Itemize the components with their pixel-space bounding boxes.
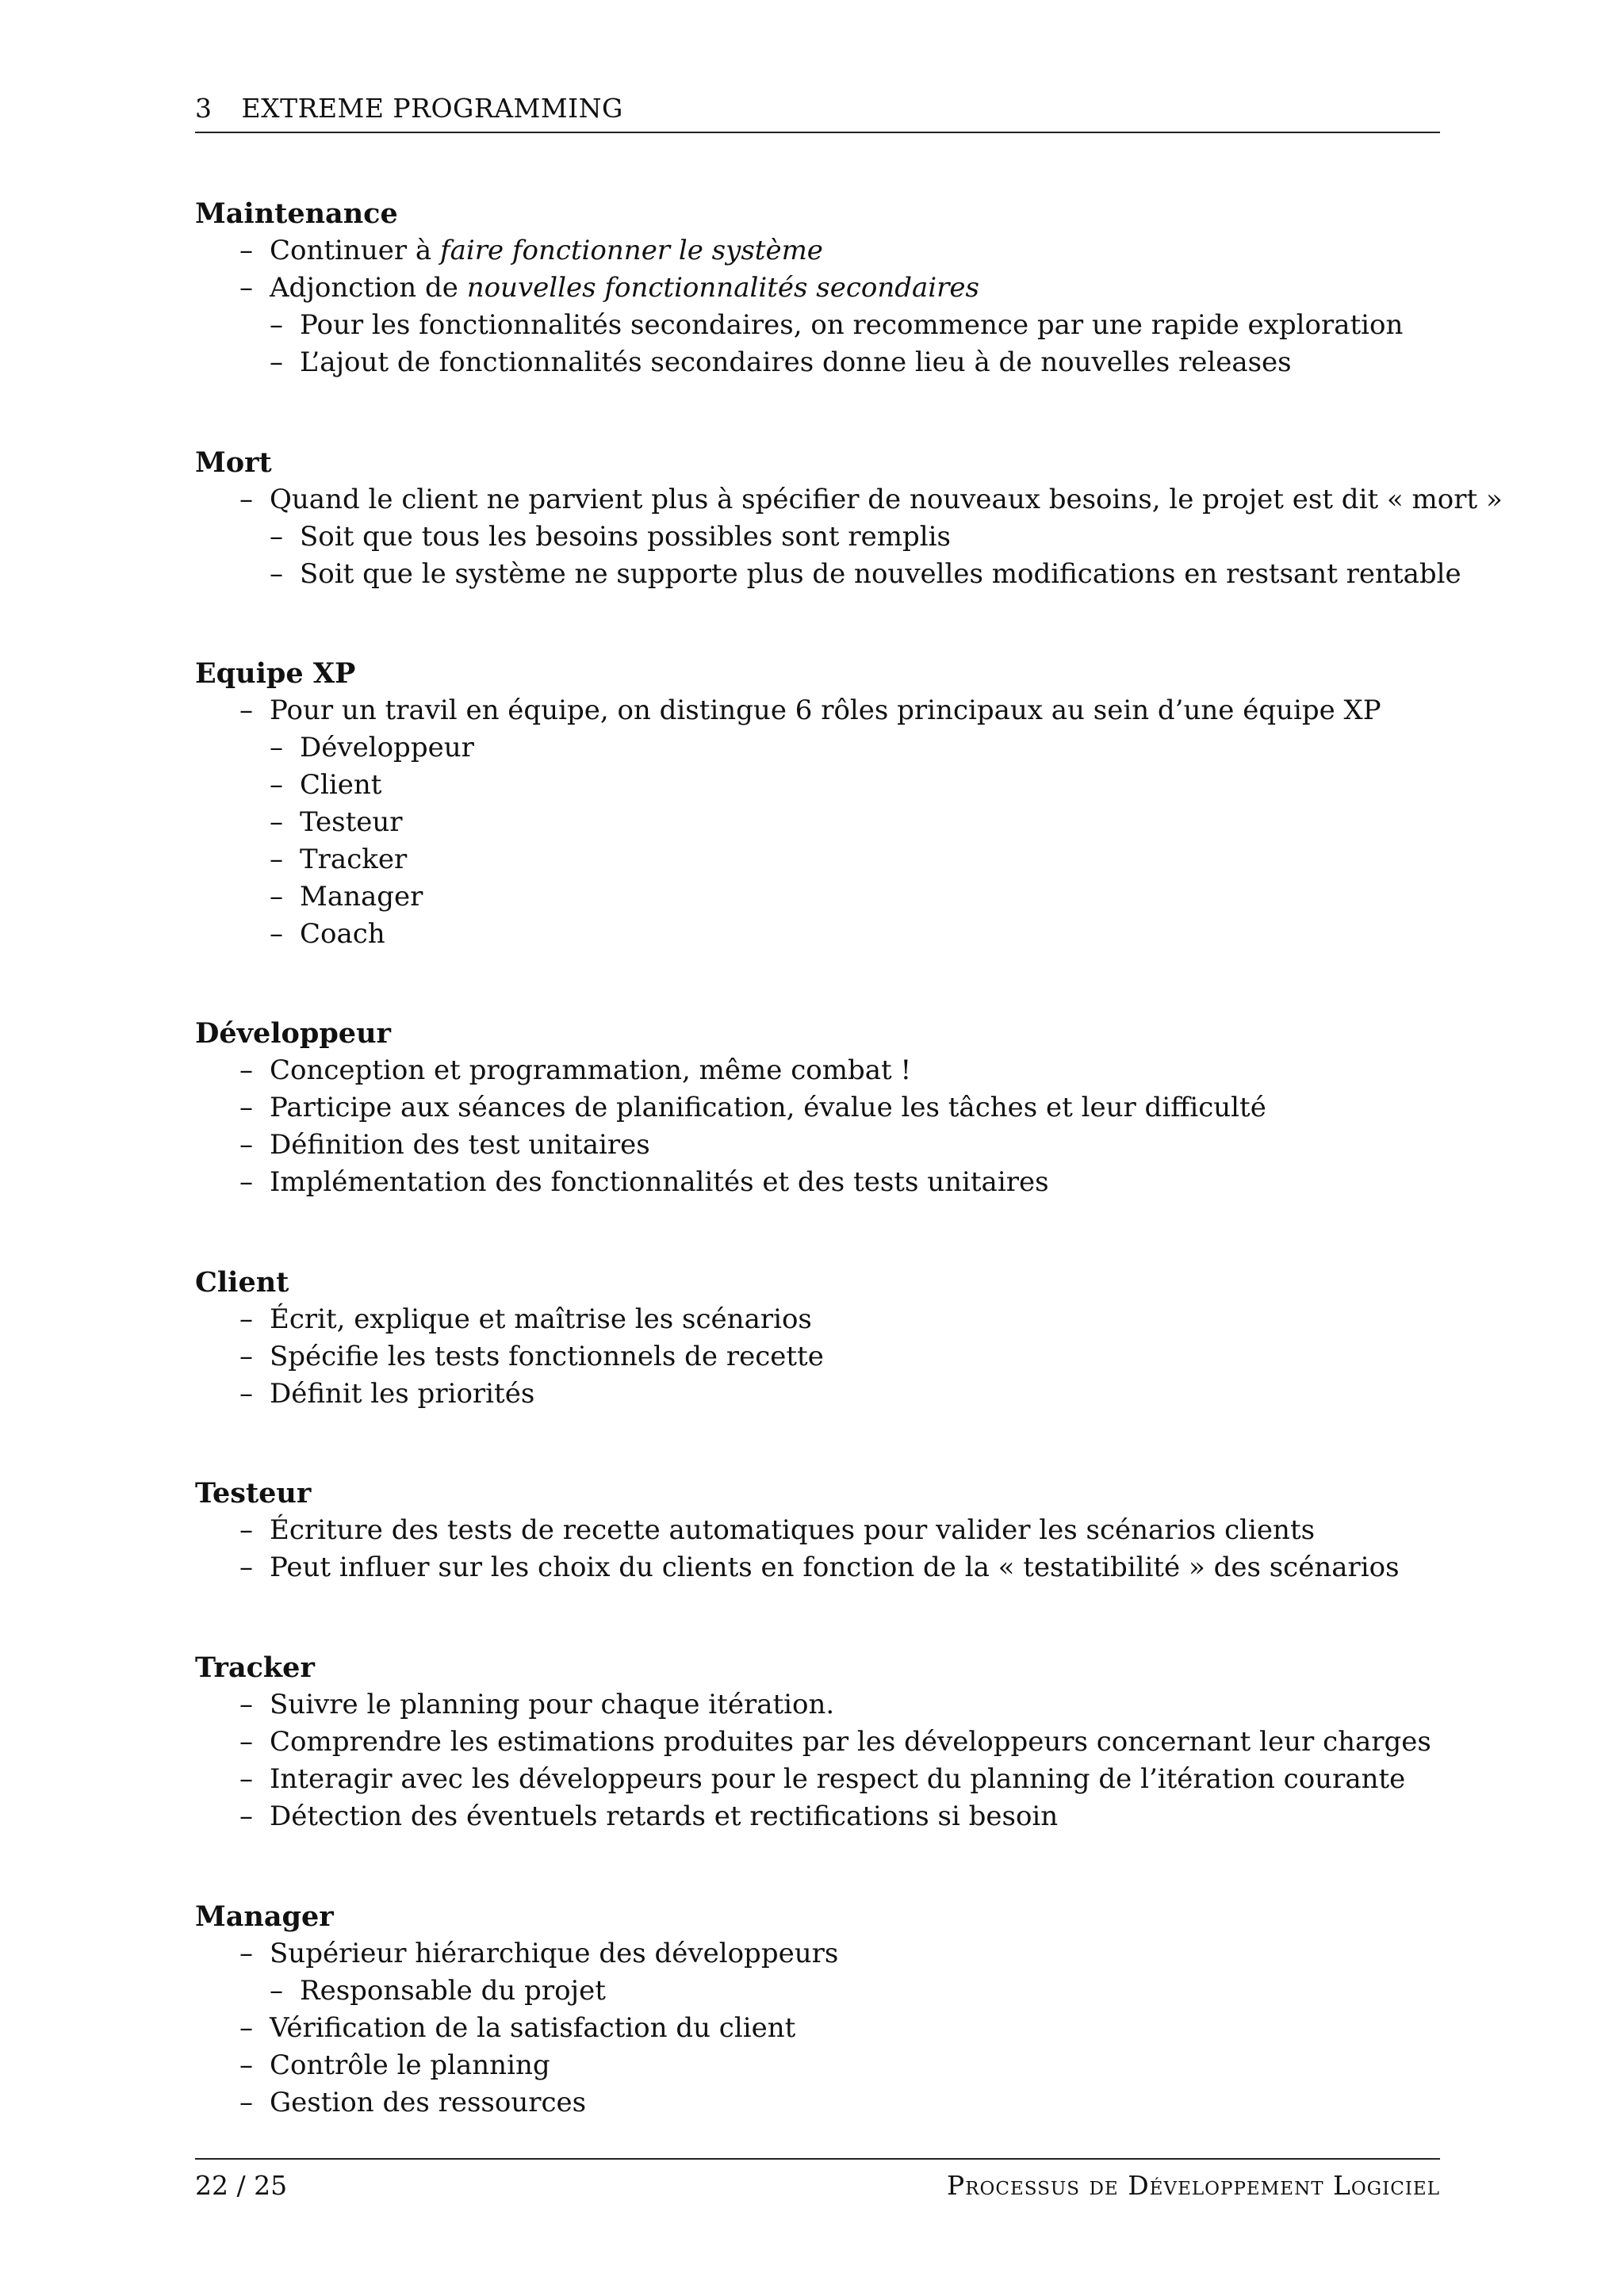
- list-subitem: [195, 556, 1461, 593]
- dash-bullet: –: [239, 272, 253, 304]
- list-item: [195, 2084, 1440, 2122]
- item-text: Développeur: [300, 732, 474, 763]
- list-item: [195, 1164, 1440, 1201]
- list-item: [195, 1686, 1440, 1724]
- dash-bullet: –: [239, 2049, 253, 2081]
- section-maintenance: [195, 195, 1440, 381]
- dash-bullet: –: [270, 309, 283, 341]
- dash-bullet: –: [239, 1514, 253, 1546]
- item-text: Client: [300, 769, 382, 801]
- running-header: [195, 89, 1440, 133]
- item-text: Contrôle le planning: [270, 2049, 550, 2081]
- list-subitem: [195, 519, 1440, 556]
- item-text: Spécifie les tests fonctionnels de recette: [270, 1341, 824, 1372]
- dash-bullet: –: [270, 769, 283, 801]
- item-text: Définit les priorités: [270, 1378, 535, 1410]
- list-item: [195, 1376, 1440, 1413]
- section-client: [195, 1264, 1440, 1413]
- dash-bullet: –: [239, 1303, 253, 1335]
- section-developpeur: [195, 1015, 1440, 1201]
- dash-bullet: –: [270, 346, 283, 378]
- list-item: [195, 1301, 1440, 1338]
- list-subitem: [195, 878, 1440, 916]
- running-footer: [195, 2158, 1440, 2201]
- dash-bullet: –: [239, 235, 253, 266]
- dash-bullet: –: [270, 881, 283, 913]
- list-subitem: [195, 841, 1440, 878]
- item-text: Adjonction de: [270, 272, 467, 304]
- section-heading: Manager: [195, 1900, 334, 1933]
- list-item: [195, 481, 1503, 519]
- list-subitem: [195, 307, 1440, 344]
- dash-bullet: –: [239, 1129, 253, 1161]
- list-item: [195, 1052, 1440, 1089]
- dash-bullet: –: [270, 521, 283, 553]
- section-heading: Equipe XP: [195, 657, 356, 690]
- list-subitem: [195, 344, 1440, 381]
- item-text: Manager: [300, 881, 423, 913]
- dash-bullet: –: [239, 1054, 253, 1086]
- list-subitem: [195, 767, 1440, 804]
- dash-bullet: –: [239, 2087, 253, 2118]
- section-mort: [195, 444, 1503, 593]
- list-item: [195, 1761, 1440, 1798]
- bullet-list: [195, 1512, 1440, 1586]
- dash-bullet: –: [239, 1938, 253, 1969]
- section-heading: Mort: [195, 446, 272, 479]
- dash-bullet: –: [270, 732, 283, 763]
- bullet-list: [195, 481, 1503, 593]
- item-text: Pour les fonctionnalités secondaires, on recommence par une rapide exploration: [300, 309, 1404, 341]
- item-text: Participe aux séances de planification, évalue les tâches et leur difficulté: [270, 1092, 1266, 1123]
- dash-bullet: –: [239, 1378, 253, 1410]
- header-section-title: EXTREME PROGRAMMING: [241, 93, 623, 124]
- section-heading: Développeur: [195, 1017, 391, 1050]
- list-subitem: [195, 804, 1440, 841]
- item-text: Quand le client ne parvient plus à spécifier de nouveaux besoins, le projet est dit « mort »: [270, 484, 1503, 515]
- list-item: [195, 270, 1440, 307]
- dash-bullet: –: [239, 1341, 253, 1372]
- dash-bullet: –: [270, 558, 283, 590]
- item-text: Vérification de la satisfaction du client: [270, 2012, 796, 2044]
- dash-bullet: –: [239, 1552, 253, 1583]
- item-text: Responsable du projet: [300, 1975, 606, 2007]
- section-heading: Client: [195, 1266, 289, 1299]
- section-testeur: [195, 1475, 1440, 1586]
- dash-bullet: –: [239, 1800, 253, 1832]
- document-title: Processus de Développement Logiciel: [946, 2170, 1440, 2201]
- item-text: Conception et programmation, même combat !: [270, 1054, 912, 1086]
- item-text: Testeur: [300, 806, 403, 838]
- item-text: Comprendre les estimations produites par les développeurs concernant leur charges: [270, 1726, 1431, 1758]
- item-text: Coach: [300, 918, 385, 950]
- dash-bullet: –: [239, 1726, 253, 1758]
- dash-bullet: –: [270, 844, 283, 875]
- dash-bullet: –: [239, 1166, 253, 1198]
- list-item: [195, 2047, 1440, 2084]
- section-heading: Tracker: [195, 1651, 315, 1684]
- item-text: Soit que tous les besoins possibles sont remplis: [300, 521, 951, 553]
- dash-bullet: –: [239, 1689, 253, 1720]
- dash-bullet: –: [239, 1092, 253, 1123]
- item-text: Interagir avec les développeurs pour le respect du planning de l’itération courante: [270, 1763, 1406, 1795]
- item-text: Écrit, explique et maîtrise les scénarios: [270, 1303, 812, 1335]
- section-heading: Maintenance: [195, 197, 398, 230]
- item-text: Gestion des ressources: [270, 2087, 587, 2118]
- list-item: [195, 232, 1440, 270]
- section-manager: [195, 1898, 1440, 2122]
- item-emphasis: faire fonctionner le système: [439, 235, 823, 266]
- list-item: [195, 692, 1440, 729]
- page-number: 22 / 25: [195, 2170, 288, 2201]
- dash-bullet: –: [239, 484, 253, 515]
- section-heading: Testeur: [195, 1477, 312, 1510]
- list-item: [195, 1935, 1440, 1973]
- list-item: [195, 1089, 1440, 1127]
- list-subitem: [195, 1973, 1440, 2010]
- item-text: Écriture des tests de recette automatiques pour valider les scénarios clients: [270, 1514, 1316, 1546]
- item-text: Pour un travil en équipe, on distingue 6 rôles principaux au sein d’une équipe XP: [270, 695, 1381, 726]
- dash-bullet: –: [239, 1763, 253, 1795]
- list-item: [195, 1798, 1440, 1835]
- header-section-number: 3: [195, 93, 213, 124]
- list-item: [195, 1724, 1440, 1761]
- list-item: [195, 2010, 1440, 2047]
- list-item: [195, 1549, 1440, 1586]
- bullet-list: [195, 232, 1440, 381]
- section-equipe-xp: [195, 655, 1440, 953]
- list-subitem: [195, 729, 1440, 767]
- dash-bullet: –: [270, 1975, 283, 2007]
- bullet-list: [195, 1686, 1440, 1835]
- item-text: Tracker: [300, 844, 408, 875]
- item-text: Supérieur hiérarchique des développeurs: [270, 1938, 839, 1969]
- item-text: Suivre le planning pour chaque itération.: [270, 1689, 835, 1720]
- dash-bullet: –: [270, 918, 283, 950]
- dash-bullet: –: [270, 806, 283, 838]
- item-text: Implémentation des fonctionnalités et des tests unitaires: [270, 1166, 1049, 1198]
- bullet-list: [195, 1301, 1440, 1413]
- item-emphasis: nouvelles fonctionnalités secondaires: [466, 272, 979, 304]
- item-text: Peut influer sur les choix du clients en fonction de la « testatibilité » des scénarios: [270, 1552, 1400, 1583]
- list-item: [195, 1512, 1440, 1549]
- list-item: [195, 1127, 1440, 1164]
- dash-bullet: –: [239, 695, 253, 726]
- bullet-list: [195, 1935, 1440, 2122]
- dash-bullet: –: [239, 2012, 253, 2044]
- bullet-list: [195, 1052, 1440, 1201]
- bullet-list: [195, 692, 1440, 953]
- item-text: Continuer à: [270, 235, 440, 266]
- list-subitem: [195, 916, 1440, 953]
- item-text: L’ajout de fonctionnalités secondaires donne lieu à de nouvelles releases: [300, 346, 1292, 378]
- section-tracker: [195, 1649, 1440, 1835]
- list-item: [195, 1338, 1440, 1376]
- item-text: Soit que le système ne supporte plus de nouvelles modifications en restsant rentable: [300, 558, 1461, 590]
- item-text: Définition des test unitaires: [270, 1129, 650, 1161]
- item-text: Détection des éventuels retards et rectifications si besoin: [270, 1800, 1059, 1832]
